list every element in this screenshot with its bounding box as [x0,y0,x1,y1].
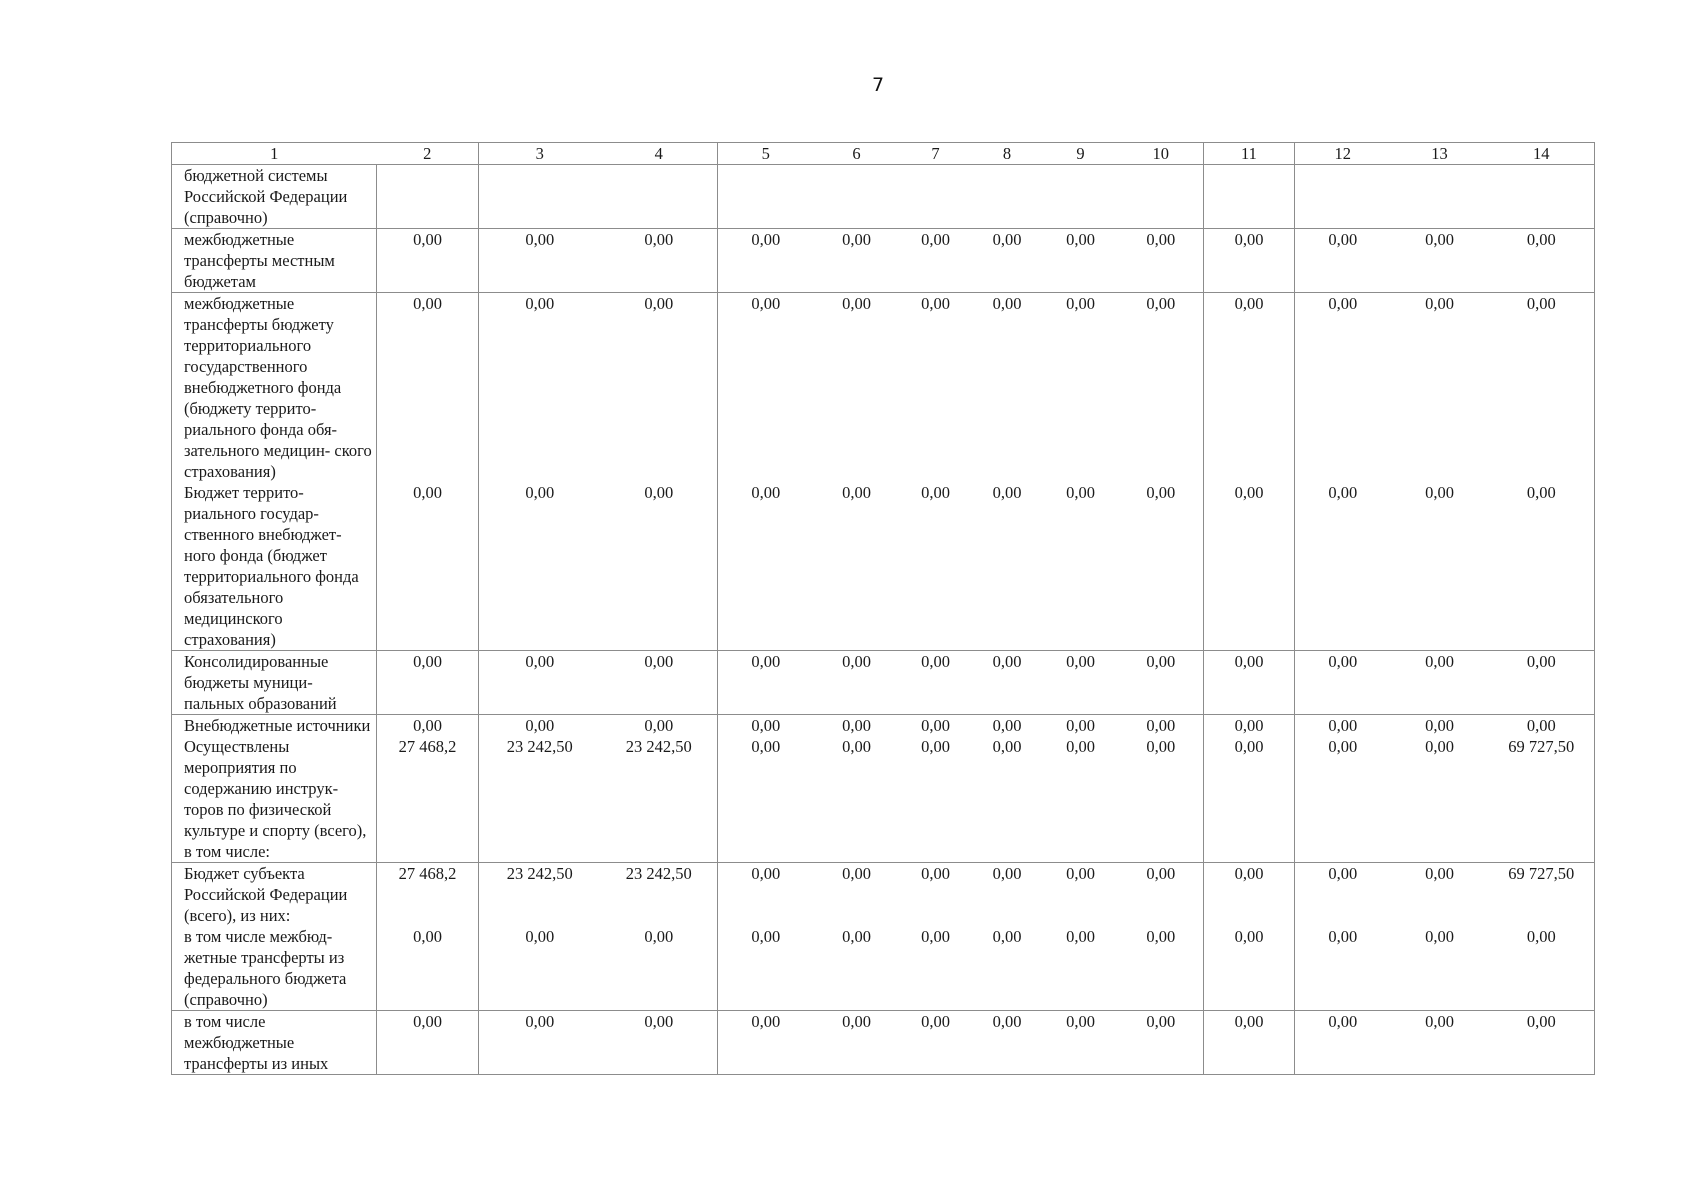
table-cell: 0,00 [1295,293,1391,483]
table-cell: 0,00 [921,294,950,313]
table-cell: 0,00 [377,715,479,737]
table-cell [601,165,718,229]
table-cell: 0,00 [377,293,479,483]
table-cell: 0,00 [479,482,601,651]
column-header: 11 [1204,143,1295,165]
table-cell: 0,00 [377,926,479,1011]
table-cell: 0,00 [377,229,479,293]
table-cell: 0,00 [1489,293,1595,483]
table-cell: 0,00 [900,482,972,651]
table-cell: 0,00 [1066,716,1095,735]
table-cell: 0,00 [377,482,479,651]
table-cell: 0,00 [900,651,972,715]
table-cell: 0,00 [1489,926,1595,1011]
table-cell: 0,00 [1204,926,1295,1011]
table-cell: 0,00 [921,716,950,735]
table-cell: 0,00 [992,294,1022,313]
table-cell: 0,00 [718,651,814,715]
table-cell: 0,00 [814,229,900,293]
table-cell: 0,00 [718,293,814,483]
table-cell: 0,00 [1119,1011,1204,1075]
table-cell: 0,00 [1391,229,1489,293]
table-cell: 0,00 [1295,926,1391,1011]
row-label: межбюджетные трансферты бюджету территориального государственного внебюджетного фонда (бюджету террито- риального фонда обя- зательного медицин- ского страхования) [172,293,377,483]
table-cell: 0,00 [1489,1011,1595,1075]
table-cell: 0,00 [1391,651,1489,715]
table-row [172,926,1595,1011]
row-label: Консолидированные бюджеты муници- пальных образований [172,651,377,715]
column-header: 1 [172,143,377,165]
column-header: 10 [1119,143,1204,165]
row-label: в том числе межбюджетные трансферты из иных [172,1011,377,1075]
table-cell [972,165,1043,229]
row-label: Бюджет субъекта Российской Федерации (всего), из них: [172,863,377,927]
table-cell: 0,00 [1295,1011,1391,1075]
table-cell: 0,00 [1391,926,1489,1011]
table-cell: 0,00 [718,229,814,293]
table-cell: 0,00 [1119,651,1204,715]
table-row [172,229,1595,293]
table-cell: 0,00 [1295,863,1391,927]
table-cell: 0,00 [1489,229,1595,293]
table-cell: 0,00 [377,1011,479,1075]
table-cell: 0,00 [1204,1011,1295,1075]
table-cell: 0,00 [972,229,1043,293]
table-cell: 0,00 [601,651,718,715]
table-cell [1391,165,1489,229]
table-cell: 0,00 [718,1011,814,1075]
table-cell: 0,00 [972,651,1043,715]
budget-table [171,142,1595,1075]
table-cell: 0,00 [1391,482,1489,651]
table-cell: 0,00 [601,1011,718,1075]
table-cell: 0,00 [1295,229,1391,293]
table-row [172,293,1595,483]
table-cell: 0,00 [992,864,1022,883]
table-cell: 0,00 [718,736,814,863]
table-cell: 0,00 [718,482,814,651]
table-cell: 0,00 [1204,863,1295,927]
table-cell: 0,00 [1204,482,1295,651]
table-cell: 0,00 [1295,715,1391,737]
column-header: 14 [1489,143,1595,165]
table-cell: 0,00 [1425,716,1454,735]
table-cell [1119,165,1204,229]
table-cell [1043,165,1119,229]
table-cell [814,165,900,229]
table-cell: 0,00 [479,1011,601,1075]
table-row [172,863,1595,927]
table-cell: 0,00 [1204,293,1295,483]
table-cell: 0,00 [972,482,1043,651]
table-cell: 0,00 [814,482,900,651]
table-cell: 0,00 [814,651,900,715]
table-cell: 0,00 [377,651,479,715]
table-cell: 0,00 [814,1011,900,1075]
column-header: 2 [377,143,479,165]
table-cell: 0,00 [718,715,814,737]
table-cell: 0,00 [842,864,871,883]
table-cell [479,165,601,229]
table-cell: 0,00 [1425,864,1454,883]
table-cell: 0,00 [1295,651,1391,715]
table-cell [1489,165,1595,229]
table-cell: 0,00 [972,926,1043,1011]
table-cell: 0,00 [1066,294,1095,313]
table-cell: 0,00 [1489,651,1595,715]
table-cell: 69 727,50 [1489,736,1595,863]
column-header: 13 [1391,143,1489,165]
table-cell [1204,165,1295,229]
table-cell: 0,00 [1119,736,1204,863]
table-cell: 0,00 [718,926,814,1011]
table-cell: 0,00 [1391,736,1489,863]
table-cell: 0,00 [1489,715,1595,737]
table-cell: 0,00 [1295,736,1391,863]
table-cell: 0,00 [900,229,972,293]
table-cell: 23 242,50 [479,736,601,863]
row-label: межбюджетные трансферты местным бюджетам [172,229,377,293]
table-cell: 0,00 [1119,229,1204,293]
table-row [172,715,1595,737]
table-cell: 23 242,50 [479,863,601,927]
table-row [172,165,1595,229]
table-cell: 0,00 [1043,229,1119,293]
table-cell: 0,00 [601,926,718,1011]
row-label: Осуществлены мероприятия по содержанию инструк- торов по физической культуре и спорту (всего), в том числе: [172,736,377,863]
column-header: 6 [814,143,900,165]
table-cell: 0,00 [1204,736,1295,863]
table-cell: 0,00 [972,1011,1043,1075]
column-header: 4 [601,143,718,165]
column-header: 9 [1043,143,1119,165]
row-label: Бюджет террито- риального государ- ственного внебюджет- ного фонда (бюджет территориального фонда обязательного медицинского страхования) [172,482,377,651]
table-cell: 0,00 [1204,229,1295,293]
table-cell: 0,00 [1425,294,1454,313]
table-cell: 27 468,2 [377,736,479,863]
table-cell: 0,00 [1043,482,1119,651]
table-cell: 0,00 [992,716,1022,735]
table-cell: 69 727,50 [1489,863,1595,927]
table-cell: 0,00 [1043,926,1119,1011]
table-cell: 0,00 [814,736,900,863]
table-row [172,736,1595,863]
table-cell: 0,00 [1043,651,1119,715]
column-header: 3 [479,143,601,165]
row-label: в том числе межбюд- жетные трансферты из федерального бюджета (справочно) [172,926,377,1011]
table-cell: 23 242,50 [601,863,718,927]
table-cell: 0,00 [1119,926,1204,1011]
table-cell: 27 468,2 [377,863,479,927]
table-cell [1295,165,1391,229]
table-cell: 23 242,50 [601,736,718,863]
table-cell: 0,00 [842,716,871,735]
table-cell: 0,00 [1043,736,1119,863]
table-cell: 0,00 [1204,715,1295,737]
table-cell: 0,00 [900,926,972,1011]
table-header-row [172,143,1595,165]
column-header: 5 [718,143,814,165]
table-cell: 0,00 [1119,293,1204,483]
table-row [172,482,1595,651]
column-header: 8 [972,143,1043,165]
table-cell: 0,00 [601,715,718,737]
table-cell: 0,00 [479,715,601,737]
table-cell: 0,00 [601,293,718,483]
table-cell [718,165,814,229]
table-cell: 0,00 [1489,482,1595,651]
table-cell: 0,00 [479,229,601,293]
table-cell: 0,00 [1391,1011,1489,1075]
table-cell: 0,00 [972,736,1043,863]
table-cell: 0,00 [814,926,900,1011]
table-row [172,651,1595,715]
table-row [172,1011,1595,1075]
table-cell: 0,00 [842,294,871,313]
table-cell: 0,00 [479,926,601,1011]
table-cell: 0,00 [1204,651,1295,715]
table-cell: 0,00 [718,863,814,927]
table-cell: 0,00 [601,229,718,293]
table-cell: 0,00 [900,1011,972,1075]
page-number: 7 [871,74,885,96]
column-header: 12 [1295,143,1391,165]
column-header: 7 [900,143,972,165]
table-cell: 0,00 [1119,863,1204,927]
table-cell: 0,00 [479,651,601,715]
table-cell: 0,00 [1119,482,1204,651]
table-cell [900,165,972,229]
row-label: Внебюджетные источники [172,715,377,737]
table-cell: 0,00 [601,482,718,651]
table-cell [377,165,479,229]
row-label: бюджетной системы Российской Федерации (справочно) [172,165,377,229]
table-cell: 0,00 [479,293,601,483]
table-cell: 0,00 [1119,715,1204,737]
table-cell: 0,00 [921,864,950,883]
table-cell: 0,00 [1066,864,1095,883]
table-cell: 0,00 [1295,482,1391,651]
table-cell: 0,00 [900,736,972,863]
table-cell: 0,00 [1043,1011,1119,1075]
